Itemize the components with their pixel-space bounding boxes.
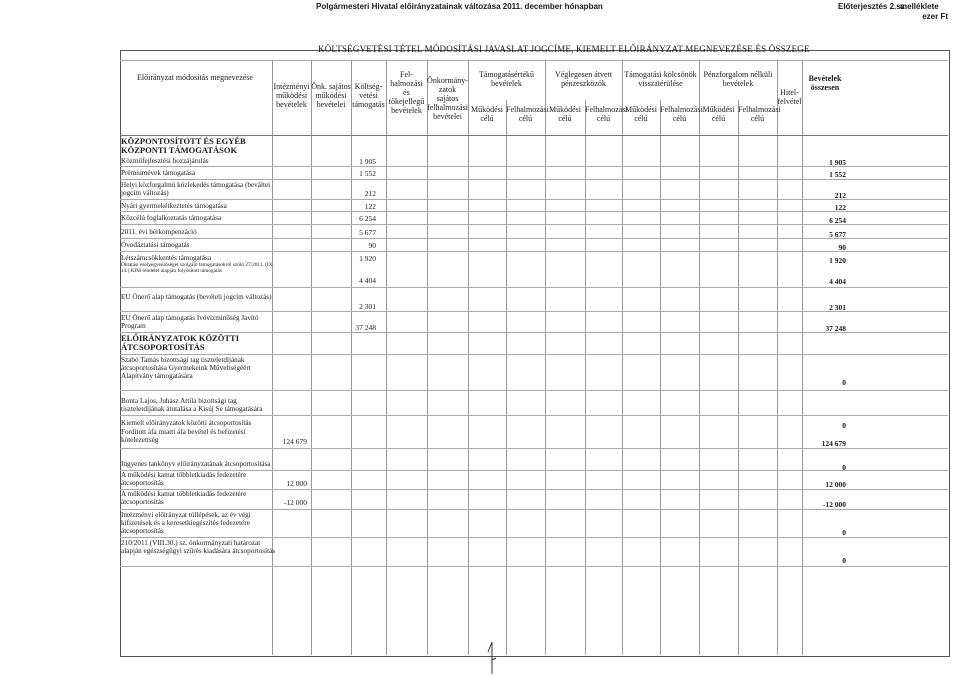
col-header-c2: Önk. sajátos működési bevételei xyxy=(311,82,351,109)
table-row-label: Létszámcsökkentés támogatása xyxy=(121,254,212,262)
col-header-c3: Költség-vetési támogatás xyxy=(352,82,385,109)
col-header-g3: Támogatási kölcsönök visszatérülése xyxy=(624,70,697,88)
sub-header-g4-f: Felhalmozási célú xyxy=(738,105,781,123)
table-row-label: Nyári gyermekétkeztetés támogatása xyxy=(121,202,227,210)
unit-label: ezer Ft xyxy=(922,12,948,21)
col-header-g1: Támogatásértékű bevételek xyxy=(478,70,535,88)
table-row-label: A működési kamat többletkiadás fedezetére átcsoportosítás xyxy=(121,490,247,506)
table-cell-total: 212 xyxy=(834,191,846,200)
table-cell: 12 000 xyxy=(286,479,307,488)
table-cell-total: 0 xyxy=(842,463,846,472)
table-cell-total: 4 404 xyxy=(829,277,846,286)
col-header-g4: Pénzforgalom nélküli bevételek xyxy=(703,70,773,88)
col-header-g2: Véglegesen átvett pénzeszközök xyxy=(554,70,613,88)
attachment-label: melléklete xyxy=(900,2,939,11)
document-title: Polgármesteri Hivatal előirányzatainak változása 2011. december hónapban xyxy=(316,2,603,11)
table-cell-total: 0 xyxy=(842,378,846,387)
table-cell-total: 37 248 xyxy=(825,324,846,333)
table-cell-total: 5 677 xyxy=(829,230,846,239)
col-header-total: Bevételek összesen xyxy=(808,74,842,92)
table-row-label: Kiemelt előirányzatok közötti átcsoportosítás xyxy=(121,419,252,427)
table-cell: 5 677 xyxy=(359,228,376,237)
table-row-label: Fordított áfa miatti áfa bevétel és befizetési kötelezettség xyxy=(121,428,246,444)
table-row-label: EU Önerő alap támogatás Ivóvízminőség Javító Program xyxy=(121,314,259,330)
table-cell-total: -12 000 xyxy=(822,500,846,509)
table-row-label: Oktatási esélyegyenlőséget szolgáló támogatásokról szóló 27/2011. (IX. 14.) KIM rendelet alapján folyósított támogatás xyxy=(121,262,274,274)
table-row-label: Intézményi előirányzat túllépések, az év végi kifizetések és a keresetkiegészítés fedezetére átcsoportosítás xyxy=(121,511,251,535)
table-cell-total: 1 920 xyxy=(829,256,846,265)
table-cell-total: 6 254 xyxy=(829,216,846,225)
table-row-label: Szabó Tamás bizottsági tag tiszteletdíjának átcsoportosítása Gyermekeink Műveltségéért Alapítvány támogatására xyxy=(121,356,251,380)
col-header-hitel: Hitel-felvétel xyxy=(777,88,802,106)
sub-header-g1-m: Működési célú xyxy=(471,105,503,123)
table-row-label: Bonta Lajos, Juhász Attila bizottsági tag tiszteletdíjának átutalása a Kisúj Se támogatására xyxy=(121,397,263,413)
table-row-label: EU Önerő alap támogatás (bevételi jogcím változás) xyxy=(121,293,272,301)
table-cell: 1 552 xyxy=(359,169,376,178)
table-cell: 4 404 xyxy=(359,276,376,285)
table-cell-total: 12 000 xyxy=(825,480,846,489)
table-cell: 6 254 xyxy=(359,214,376,223)
sub-header-g1-f: Felhalmozási célú xyxy=(506,105,549,123)
table-row-label: Közműfejlesztési hozzájárulás xyxy=(121,157,209,165)
section-heading: KÖZPONTOSÍTOTT ÉS EGYÉB KÖZPONTI TÁMOGATÁSOK xyxy=(121,136,246,155)
table-cell: 122 xyxy=(364,202,376,211)
col-header-c4: Fel-halmozási és tőkejellegű bevételek xyxy=(388,70,425,115)
sub-header-g3-m: Működési célú xyxy=(625,105,657,123)
table-cell-total: 90 xyxy=(838,243,846,252)
table-cell-total: 1 905 xyxy=(829,158,846,167)
table-cell-total: 2 301 xyxy=(829,303,846,312)
sub-header-g2-f: Felhalmozási célú xyxy=(585,105,628,123)
table-cell: 1 920 xyxy=(359,254,376,263)
col-header-c1: Intézményi működési bevételek xyxy=(273,82,310,109)
table-cell-total: 0 xyxy=(842,556,846,565)
sub-header-g4-m: Működési célú xyxy=(702,105,735,123)
table-row-label: Óvodáztatási támogatás xyxy=(121,241,190,249)
table-cell: 90 xyxy=(368,241,376,250)
col-header-name: Előirányzat módosítás megnevezése xyxy=(137,73,253,82)
table-cell-total: 1 552 xyxy=(829,170,846,179)
table-cell: 212 xyxy=(364,189,376,198)
sub-header-g2-m: Működési célú xyxy=(549,105,581,123)
table-cell-total: 124 679 xyxy=(821,439,846,448)
table-cell: 124 679 xyxy=(282,437,307,446)
handwritten-mark xyxy=(485,640,499,676)
table-cell: 1 905 xyxy=(359,157,376,166)
attachment-number: Előterjesztés 2.sz. xyxy=(838,2,907,11)
table-cell: 2 301 xyxy=(359,302,376,311)
table-title: KÖLTSÉGVETÉSI TÉTEL MÓDOSÍTÁSI JAVASLAT JOGCÍME, KIEMELT ELŐIRÁNYZAT MEGNEVEZÉSE ÉS ÖSSZEGE xyxy=(318,44,810,54)
section-heading: ELŐIRÁNYZATOK KÖZÖTTI ÁTCSOPORTOSÍTÁS xyxy=(121,333,240,352)
table-cell: -12 000 xyxy=(283,498,307,507)
table-cell-total: 0 xyxy=(842,528,846,537)
table-row-label: 2011. évi bérkompenzáció xyxy=(121,228,197,236)
col-header-c5: Önkormány-zatok sajátos felhalmozási bevételei xyxy=(427,76,468,121)
table-cell-total: 122 xyxy=(834,203,846,212)
table-row-label: Helyi közforgalmú közlekedés támogatása (beváltei jogcím változás) xyxy=(121,181,271,197)
table-row-label: Közcélú foglalkoztatás támogatása xyxy=(121,214,222,222)
table-row-label: 210/2011 (VIII.30.) sz. önkormányzati határozat alapján egészségügyi szűrés kiadására átcsoportosítás xyxy=(121,539,276,555)
table-row-label: Prémiumévek támogatása xyxy=(121,169,196,177)
table-row-label: A működési kamat többletkiadás fedezetére átcsoportosítás xyxy=(121,471,247,487)
table-row-label: Ingyenes tankönyv előirányzatának átcsoportosítása xyxy=(121,460,271,468)
table-cell-total: 0 xyxy=(842,421,846,430)
table-cell: 37 248 xyxy=(355,323,376,332)
sub-header-g3-f: Felhalmozási célú xyxy=(660,105,703,123)
